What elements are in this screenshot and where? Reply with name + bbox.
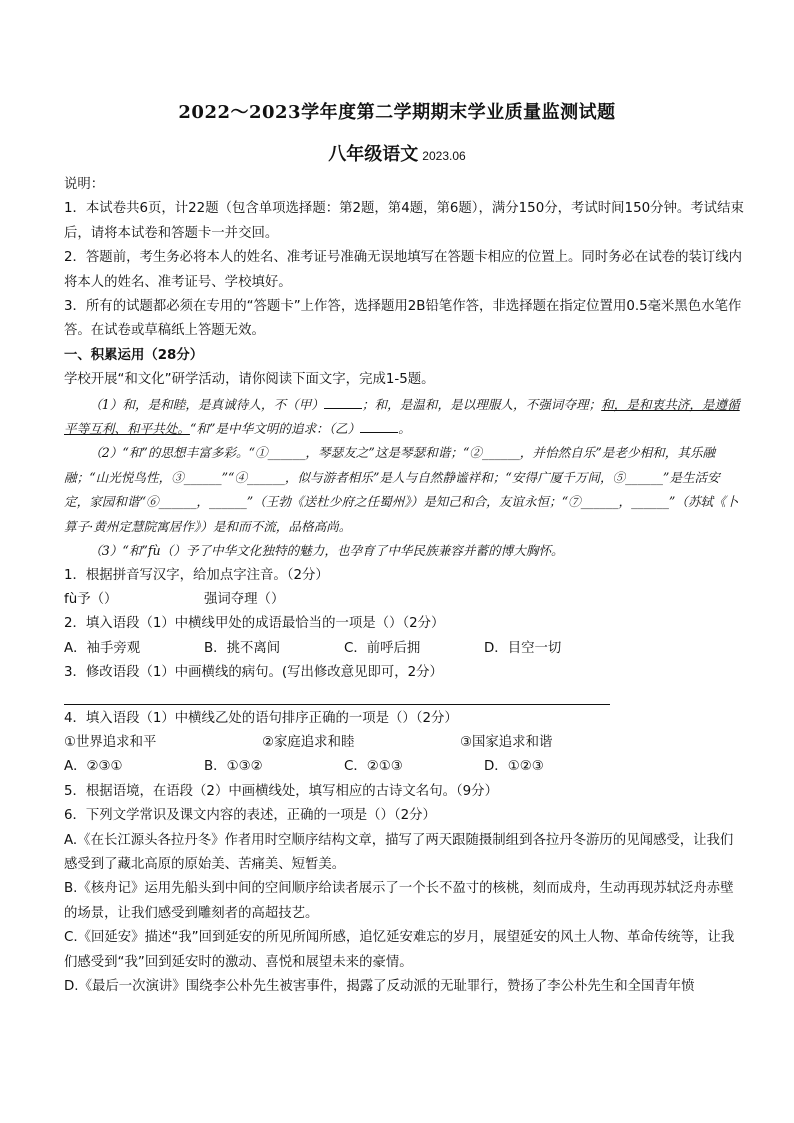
answer-line[interactable]: [64, 686, 610, 705]
question-6: 6．下列文学常识及课文内容的表述，正确的一项是（）（2分）: [64, 808, 436, 824]
sentence-item-1: ①世界追求和平: [64, 734, 157, 750]
option-d[interactable]: D．①②③: [484, 759, 544, 775]
question-4-items: [64, 731, 744, 755]
option-a[interactable]: A．②③①: [64, 759, 123, 775]
question-4-options: [64, 755, 744, 779]
option-d[interactable]: D.《最后一次演讲》围绕李公朴先生被害事件，揭露了反动派的无耻罪行，赞扬了李公朴先生和全国青年愤: [64, 979, 695, 994]
passage-paragraph-3: （3）“和”fù（）予了中华文化独特的魅力，也孕育了中华民族兼容并蓄的博大胸怀。: [89, 543, 564, 559]
underlined-sentence: 和，是和衷共济，是遵循平等互利、和平共处。: [64, 396, 740, 437]
section-heading: 一、积累运用（28分）: [64, 347, 204, 363]
option-b[interactable]: B.《核舟记》运用先船头到中间的空间顺序给读者展示了一个长不盈寸的核桃，刻而成舟，生动再现苏轼泛舟赤壁的场景，让我们感受到雕刻者的高超技艺。: [64, 881, 734, 921]
exam-title: 2022～2023学年度第二学期期末学业质量监测试题: [178, 102, 616, 123]
sentence-item-2: ②家庭追求和睦: [262, 734, 355, 750]
question-2: 2．填入语段（1）中横线甲处的成语最恰当的一项是（）（2分）: [64, 616, 445, 632]
question-2-options: [64, 637, 744, 661]
answer-blank-jia[interactable]: [324, 394, 362, 409]
option-c[interactable]: C．②①③: [344, 759, 403, 775]
instruction-item: 1．本试卷共6页，计22题（包含单项选择题：第2题，第4题，第6题），满分150分，考试时间150分钟。考试结束后，请将本试卷和答题卡一并交回。: [64, 201, 744, 241]
reading-passage: [64, 393, 744, 564]
section-intro: 学校开展“和文化”研学活动，请你阅读下面文字，完成1-5题。: [64, 372, 435, 388]
passage-paragraph-1: （1）和，是和睦，是真诚待人，不（甲） ；和，是温和，是以理服人，不强词夺理；和，是和衷共济，是遵循平等互利、和平共处。“和”是中华文明的追求：（乙） 。: [64, 393, 744, 442]
option-a[interactable]: A．袖手旁观: [64, 640, 141, 656]
instruction-item: 3．所有的试题都必须在专用的“答题卡”上作答，选择题用2B铅笔作答，非选择题在指定位置用0.5毫米黑色水笔作答。在试卷或草稿纸上答题无效。: [64, 299, 742, 339]
question-4: 4．填入语段（1）中横线乙处的语句排序正确的一项是（）（2分）: [64, 710, 458, 726]
instructions-heading: 说明：: [64, 177, 105, 192]
question-1: 1．根据拼音写汉字，给加点字注音。（2分）: [64, 567, 329, 583]
question-1-item-a: fù予（）: [64, 591, 118, 607]
passage-paragraph-2: （2）“和”的思想丰富多彩。“①______，琴瑟友之”这是琴瑟和谐；“②______，并怡然自乐”是老少相和，其乐融融；“山光悦鸟性，③______”“④______，似与游者相乐”是人与自然静谧祥和；“安得广厦千万间，⑤______”是生活安定，家园和谐“⑥______，______”（王勃《送杜少府之任蜀州》）是知己和合，友谊永恒；“⑦______，______”（苏轼《卜算子·黄州定慧院寓居作》）是和而不流，品格高尚。: [64, 445, 739, 534]
exam-body: [64, 173, 744, 999]
instruction-item: 2．答题前，考生务必将本人的姓名、准考证号准确无误地填写在答题卡相应的位置上。同时务必在试卷的装订线内将本人的姓名、准考证号、学校填好。: [64, 250, 743, 290]
question-1-items: [64, 588, 744, 612]
question-1-item-b: 强词夺理（）: [204, 591, 285, 607]
question-3: 3．修改语段（1）中画横线的病句。(写出修改意见即可，2分）: [64, 665, 443, 681]
sentence-item-3: ③国家追求和谐: [460, 734, 553, 750]
option-c[interactable]: C．前呼后拥: [344, 640, 421, 656]
answer-blank-yi[interactable]: [360, 418, 398, 433]
option-a[interactable]: A.《在长江源头各拉丹冬》作者用时空顺序结构文章，描写了两天跟随摄制组到各拉丹冬游历的见闻感受，让我们感受到了藏北高原的原始美、苦痛美、短暂美。: [64, 832, 734, 872]
option-b[interactable]: B．挑不离间: [204, 640, 281, 656]
exam-subtitle: [0, 140, 794, 166]
option-c[interactable]: C.《回延安》描述“我”回到延安的所见所闻所感，追忆延安难忘的岁月，展望延安的风土人物、革命传统等，让我们感受到“我”回到延安时的激动、喜悦和展望未来的豪情。: [64, 930, 735, 970]
exam-date: 2023.06: [422, 149, 466, 163]
option-b[interactable]: B．①③②: [204, 759, 263, 775]
subject-label: 八年级语文: [328, 144, 419, 165]
option-d[interactable]: D．目空一切: [484, 640, 562, 656]
question-5: 5．根据语境，在语段（2）中画横线处，填写相应的古诗文名句。（9分）: [64, 783, 498, 799]
